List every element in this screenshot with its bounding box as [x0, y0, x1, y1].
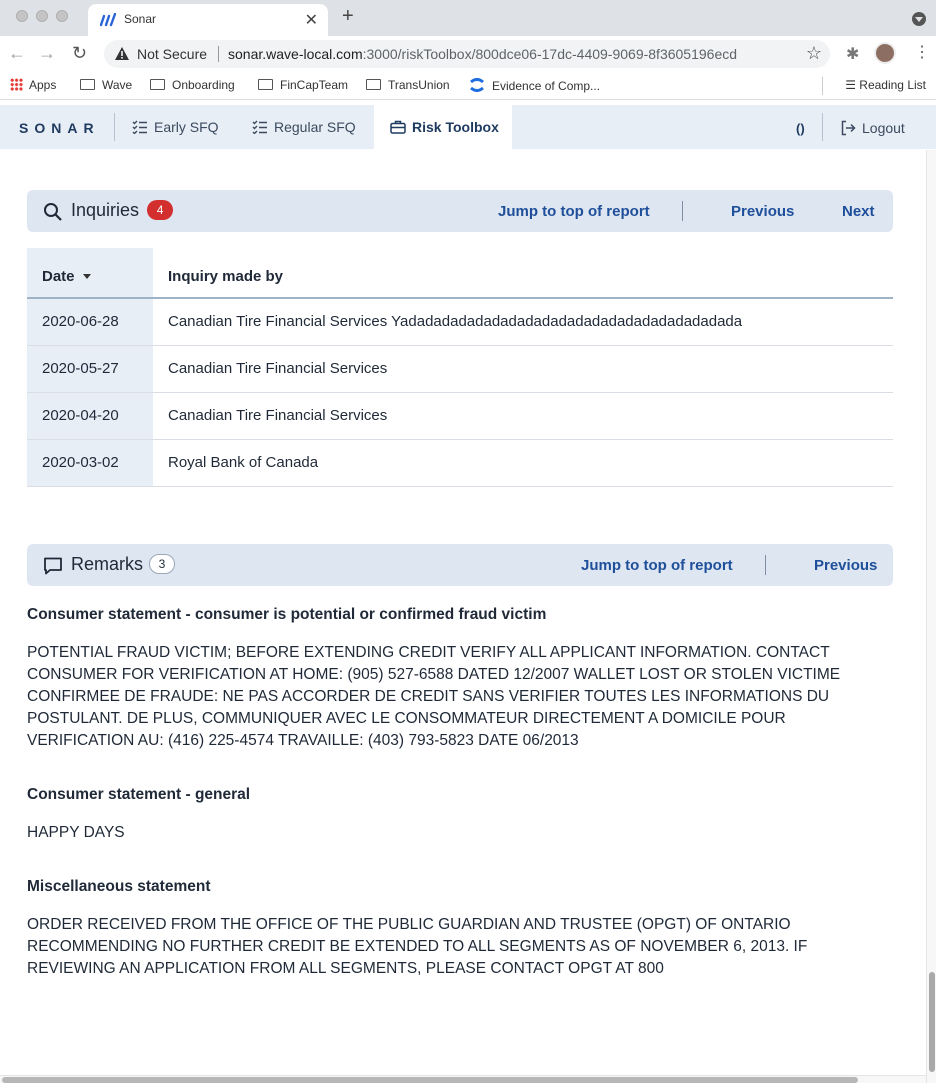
bookmark-apps[interactable]: Apps: [10, 78, 56, 92]
previous-link[interactable]: Previous: [814, 557, 878, 574]
table-row: [27, 439, 893, 486]
checklist-icon: [132, 120, 148, 134]
header-divider: [682, 201, 683, 221]
folder-icon: [80, 79, 95, 90]
remark-item: [27, 784, 893, 844]
date-column-header[interactable]: Date: [27, 248, 153, 298]
remark-heading: Miscellaneous statement: [27, 878, 211, 895]
remark-body: HAPPY DAYS: [27, 824, 125, 841]
inquiries-table: [27, 248, 893, 487]
jump-to-top-link[interactable]: Jump to top of report: [498, 203, 650, 220]
date-cell: 2020-04-20: [27, 392, 153, 439]
extensions-icon[interactable]: ✱: [846, 46, 860, 63]
app-nav-bar: [0, 105, 936, 149]
url-divider: [218, 46, 219, 62]
browser-tab-strip: [0, 0, 936, 36]
inquiry-by-column-header: Inquiry made by: [153, 248, 893, 298]
next-link[interactable]: Next: [842, 203, 875, 220]
browser-tab[interactable]: [88, 4, 328, 36]
nav-risk-toolbox[interactable]: Risk Toolbox: [374, 105, 512, 149]
bookmarks-divider: [822, 77, 823, 95]
nav-early-sfq[interactable]: Early SFQ: [116, 105, 235, 149]
table-header-row: [27, 248, 893, 298]
remark-body: ORDER RECEIVED FROM THE OFFICE OF THE PUBLIC GUARDIAN AND TRUSTEE (OPGT) OF ONTARIO RECOMMENDING NO FURTHER CREDIT BE EXTENDED TO ALL SEGMENTS AS OF NOVEMBER 6, 2013. IF REVIEWING AN APPLICATION FROM ALL SEGMENTS, PLEASE CONTACT OPGT AT 800: [27, 916, 808, 977]
url-text[interactable]: [228, 46, 737, 62]
wave-logo-icon: [100, 13, 116, 27]
remarks-list: [27, 604, 893, 1012]
new-tab-button[interactable]: +: [342, 5, 354, 27]
reading-list-icon: ☰: [845, 78, 860, 92]
apps-grid-icon: [10, 78, 23, 91]
remarks-title: Remarks 3: [71, 554, 175, 575]
table-row: [27, 392, 893, 439]
logout-button[interactable]: Logout: [840, 120, 905, 136]
horizontal-scrollbar[interactable]: [0, 1075, 926, 1083]
forward-icon[interactable]: →: [38, 43, 56, 63]
not-secure-label[interactable]: Not Secure: [137, 46, 208, 62]
remark-body: POTENTIAL FRAUD VICTIM; BEFORE EXTENDING CREDIT VERIFY ALL APPLICANT INFORMATION. CONTACT CONSUMER FOR VERIFICATION AT HOME: (905) 527-6588 DATED 12/2007 WALLET LOST OR STOLEN VICTIME CONFIRMEE DE FRAUDE: NE PAS ACCORDER DE CREDIT SANS VERIFIER TOUTES LES INFORMATIONS DU POSTULANT. DE PLUS, COMMUNIQUER AVEC LE CONSOMMATEUR DIRECTEMENT A DOMICILE POUR VERIFICATION AU: (416) 225-4574 TRAVAILLE: (403) 793-5823 DATE 06/2013: [27, 644, 841, 749]
date-cell: 2020-06-28: [27, 298, 153, 345]
warning-icon: [114, 46, 130, 62]
inquiries-count-badge: 4: [147, 200, 173, 220]
remark-heading: Consumer statement - consumer is potential or confirmed fraud victim: [27, 606, 547, 623]
checklist-icon: [252, 120, 268, 134]
inquiry-by-cell: Canadian Tire Financial Services Yadadadadadadadadadadadadadadadadadadadada: [153, 298, 893, 345]
tab-title: Sonar: [124, 12, 157, 26]
user-name: (): [796, 121, 805, 136]
bookmark-evidence[interactable]: Evidence of Comp...: [470, 78, 600, 93]
remark-heading: Consumer statement - general: [27, 786, 251, 803]
remark-item: [27, 876, 893, 980]
date-cell: 2020-05-27: [27, 345, 153, 392]
window-close-button[interactable]: [16, 10, 28, 22]
sonar-logo[interactable]: SONAR: [19, 120, 100, 136]
reload-icon[interactable]: ↻: [72, 43, 88, 63]
remarks-header: [27, 544, 893, 586]
horizontal-scroll-thumb[interactable]: [2, 1077, 858, 1083]
inquiry-by-cell: Royal Bank of Canada: [153, 439, 893, 486]
search-icon: [43, 202, 63, 222]
date-cell: 2020-03-02: [27, 439, 153, 486]
nav-divider: [114, 113, 115, 141]
header-divider: [765, 555, 766, 575]
bookmark-fincapteam[interactable]: FinCapTeam: [258, 78, 348, 92]
browser-toolbar: [0, 36, 936, 72]
address-bar[interactable]: [104, 40, 830, 68]
bookmark-star-icon[interactable]: ☆: [805, 43, 822, 63]
reading-list[interactable]: ☰ Reading List: [845, 78, 926, 92]
folder-icon: [366, 79, 381, 90]
folder-icon: [258, 79, 273, 90]
profile-avatar[interactable]: [874, 42, 896, 64]
inquiry-by-cell: Canadian Tire Financial Services: [153, 392, 893, 439]
remarks-count-badge: 3: [149, 554, 175, 574]
inquiry-by-cell: Canadian Tire Financial Services: [153, 345, 893, 392]
inquiries-header: [27, 190, 893, 232]
table-row: [27, 345, 893, 392]
vertical-scrollbar[interactable]: [926, 150, 936, 1083]
tab-search-icon[interactable]: [912, 12, 926, 26]
inquiries-title: Inquiries 4: [71, 200, 173, 221]
remark-item: [27, 604, 893, 752]
previous-link[interactable]: Previous: [731, 203, 795, 220]
nav-regular-sfq[interactable]: Regular SFQ: [236, 105, 372, 149]
bookmark-onboarding[interactable]: Onboarding: [150, 78, 235, 92]
sort-caret-icon: [83, 274, 91, 279]
bookmarks-bar: [0, 72, 936, 100]
bookmark-transunion[interactable]: TransUnion: [366, 78, 450, 92]
back-icon[interactable]: ←: [8, 43, 26, 63]
browser-menu-icon[interactable]: ⋮: [914, 44, 930, 61]
folder-icon: [150, 79, 165, 90]
confluence-icon: [470, 78, 484, 92]
vertical-scroll-thumb[interactable]: [929, 972, 935, 1072]
url-host: sonar.wave-local.com: [228, 46, 363, 62]
tab-close-icon[interactable]: ✕: [304, 12, 318, 29]
window-zoom-button[interactable]: [56, 10, 68, 22]
url-path: :3000/riskToolbox/800dce06-17dc-4409-9069-8f3605196ecd: [362, 46, 738, 62]
logout-icon: [840, 120, 856, 136]
bookmark-wave[interactable]: Wave: [80, 78, 132, 92]
briefcase-icon: [390, 120, 406, 134]
window-minimize-button[interactable]: [36, 10, 48, 22]
jump-to-top-link[interactable]: Jump to top of report: [581, 557, 733, 574]
nav-divider: [822, 113, 823, 141]
table-row: [27, 298, 893, 345]
comment-icon: [43, 556, 63, 576]
